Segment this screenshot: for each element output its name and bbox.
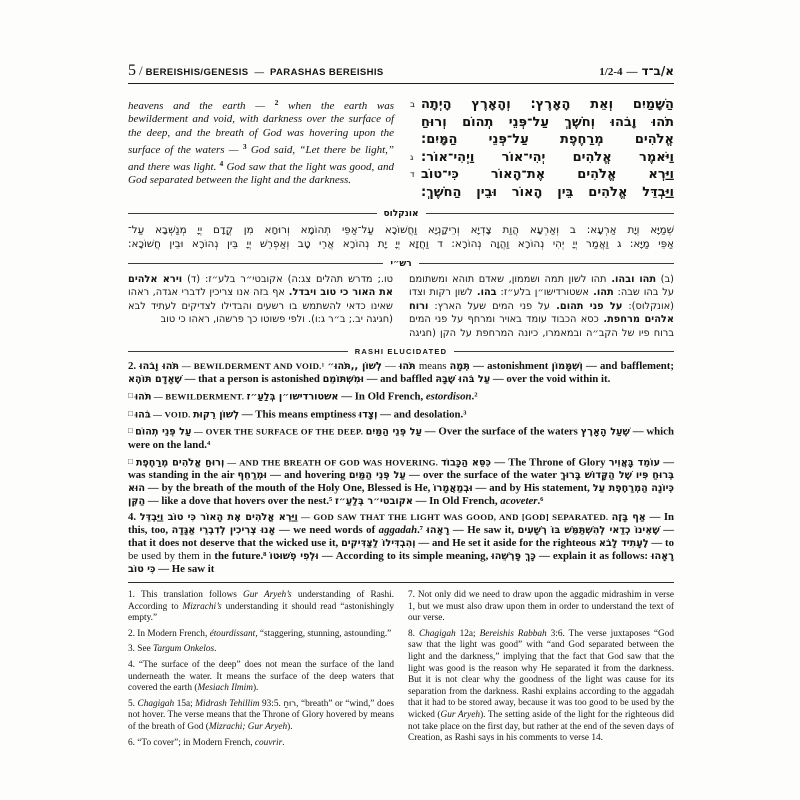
verse-line: [410, 184, 674, 202]
elucidated-paragraph: 4. וַיַּרְא אֱלֹהִים אֶת הָאוֹר כִּי טוֹב וַיַּבְדֵּל — GOD SAW THAT THE LIGHT WAS GOOD, AND [GOD] SEPARATED. אַף בָּזֶה — In this, too, אָנוּ צְרִיכִין לְדִבְרֵי אַגָּדָה — we need words of aggadah.⁷ רָאָהוּ — He saw it, שֶׁאֵינוֹ כְדַאי לְהִשְׁתַּמֵּשׁ בּוֹ רְשָׁעִים — that it does not deserve that the wicked use it, וְהִבְדִּילוֹ לַצַּדִּיקִים — and He set it aside for the righteous לֶעָתִיד לָבֹא — to be used by them in the future.⁸ וּלְפִי פְשׁוּטוֹ — According to its simple meaning, כָּךְ פָּרְשֵׁהוּ — explain it as follows: רָאָהוּ כִּי טוֹב — He saw it: [128, 511, 675, 576]
verse-section: [128, 96, 674, 202]
verse-text: הַשָּׁמַיִם וְאֵת הָאָרֶץ: וְהָאָרֶץ הָיְתָה: [421, 97, 674, 112]
verse-letter-marker: ד: [410, 170, 415, 181]
elucidated-paragraph: 2. תֹּהוּ וָבֹהוּ — BEWILDERMENT AND VOID.¹ לְשׁוֹן ,,תֹּהוּ״ — תֹּהוּ means תְּמָה — astonishment וְשִׁמָּמוֹן — and bafflement; שֶׁאָדָם תּוֹהֶא — that a person is astonished וּמִשְׁתּוֹמֵם — and baffled עַל בֹּהוּ שֶׁבָּהּ — over the void within it.: [128, 360, 674, 386]
onkelos-line: שְׁמַיָּא וְיָת אַרְעָא: ב וְאַרְעָא הֲוַת צָדְיָא וְרֵיקָנְיָא וַחֲשׁוֹכָא עַל־אַפֵּי תְהוֹמָא וְרוּחָא מִן קֳדָם יְיָ מְנַשְּׁבָא עַל־: [128, 223, 674, 236]
header-rule: [128, 83, 674, 84]
verse-ref-he: א/ב־ד: [641, 64, 674, 78]
verse-text: וַיַּרְא אֱלֹהִים אֶת־הָאוֹר כִּי־טוֹב: [421, 167, 674, 183]
header-dash: —: [254, 68, 265, 78]
page-number: 5: [128, 62, 136, 79]
verse-line: [410, 131, 674, 149]
footnote: 7. Not only did we need to draw upon the aggadic midrashim in verse 1, but we must also draw upon them in order to understand the text of our verse.: [408, 590, 674, 624]
verse-text: וַיַּבְדֵּל אֱלֹהִים בֵּין הָאוֹר וּבֵין הַחֹשֶׁךְ:: [421, 184, 674, 200]
verse-letter-marker: ב: [410, 100, 415, 110]
onkelos-line: אַפֵּי מַיָּא: ג וַאֲמַר יְיָ יְהִי נְהוֹרָא וַהֲוָה נְהוֹרָא: ד וַחֲזָא יְיָ יָת נְהוֹרָא אֲרֵי טָב וְאַפְרֵשׁ יְיָ בֵּין נְהוֹרָא וּבֵין חֲשׁוֹכָא:: [128, 238, 674, 251]
footnote: 2. In Modern French, étourdissant, “staggering, stunning, astounding.”: [128, 628, 392, 639]
verse-text: תֹהוּ וָבֹהוּ וְחֹשֶׁךְ עַל־פְּנֵי תְהוֹם וְרוּחַ: [421, 114, 674, 130]
hebrew-verses: [410, 96, 674, 202]
verse-line: [410, 114, 674, 132]
verse-ref-en: 1/2-4: [599, 66, 623, 78]
footnote: 8. Chagigah 12a; Bereishis Rabbah 3:6. The verse juxtaposes “God saw that the light was good” with “and God separated between the light and the darkness,” implying that the fact that God saw that the light was good is the reason why He separated it from the darkness. But it is not clear why the goodness of the light was cause for its separation from the darkness. Rashi explains according to the aggadah that it had to be stored away, because it was too good to be used by the wicked (Gur Aryeh). The setting aside of the light for the righteous did not take place on the first day, but rather at the end of the seven days of Creation, as Rashi says in his comments to verse 14.: [408, 628, 674, 744]
elucidated-paragraph: □ בֹּהוּ — VOID. לְשׁוֹן רֵקוּת — This means emptiness וְצָדוּ — and desolation.³: [128, 408, 467, 421]
verse-line: [410, 149, 674, 167]
rashi-label: רש״י: [390, 258, 412, 269]
elucidated-paragraph: □ עַל פְּנֵי תְהוֹם — OVER THE SURFACE OF THE DEEP. עַל פְּנֵי הַמַּיִם — Over the surface of the waters שֶׁעַל הָאָרֶץ — which were on the land.⁴: [128, 425, 674, 451]
footnote: 3. See Targum Onkelos.: [128, 644, 217, 655]
footnotes-column-right: [408, 590, 674, 753]
rashi-elucidated-divider: [128, 347, 674, 356]
parashah-title: PARASHAS BEREISHIS: [270, 67, 384, 78]
onkelos-label: אונקלוס: [383, 208, 419, 219]
elucidated-paragraph: □ תֹּהוּ — BEWILDERMENT. אשטורדישו״ן בְּלַעַ״ז — In Old French, estordison.²: [128, 390, 478, 403]
english-translation: heavens and the earth — $^2$ when the earth was bewilderment and void, with darkness over the surface of the deep, and the breath of God was hovering upon the surface of the waters — $^3$ God said, “Let there be light,” and there was light. $^4$ God saw that the light was good, and God separated between the light and the darkness.: [128, 98, 395, 187]
page-header: [128, 62, 674, 80]
footnotes-section: [128, 590, 674, 753]
footnote: 4. “The surface of the deep” does not mean the surface of the land underneath the water. It means the surface of the deep waters that covered the earth (Mesiach Ilmim).: [128, 660, 394, 694]
page-content: [128, 62, 674, 753]
verse-ref-dash: —: [626, 66, 638, 78]
verse-letter-marker: [410, 184, 421, 202]
rashi-divider: [128, 259, 674, 269]
verse-text: וַיֹּאמֶר אֱלֹהִים יְהִי־אוֹר וַיְהִי־אוֹר:: [421, 149, 674, 165]
footnotes-column-left: [128, 590, 394, 753]
verse-letter-marker: [410, 114, 421, 132]
elucidated-paragraph: □ וְרוּחַ אֱלֹהִים מְרַחֶפֶת — AND THE BREATH OF GOD WAS HOVERING. כִּסֵּא הַכָּבוֹד — The Throne of Glory עוֹמֵד בָּאֲוִיר — was standing in the air וּמְרַחֵף — and hovering עַל פְּנֵי הַמַּיִם — over the surface of the water בְּרוּחַ פִּיו שֶׁל הַקָּדוֹשׁ בָּרוּךְ הוּא — by the breath of the mouth of the Holy One, Blessed is He, וּבְמַאֲמָרוֹ — and by His statement, כְּיוֹנָה הַמְרַחֶפֶת עַל הַקֵּן — like a dove that hovers over the nest.⁵ אקובטי״ר בְּלַעַ״ז — In Old French, acoveter.⁶: [128, 456, 675, 508]
verse-letter-marker: [410, 131, 421, 149]
verse-text: אֱלֹהִים מְרַחֶפֶת עַל־פְּנֵי הַמָּיִם:: [421, 132, 674, 148]
verse-letter-marker: ג: [410, 152, 414, 163]
footnote: 6. “To cover”; in Modern French, couvrir.: [128, 737, 285, 748]
footnote: 1. This translation follows Gur Aryeh’s understanding of Rashi. According to Mizrachi’s understanding it should read “astonishingly empty.”: [128, 590, 395, 624]
rashi-hebrew-text: (ב) תהו ובהו. תהו לשון תמה ושממון, שאדם תוהא ומשתומם על בהו שבה: תהו. אשטורדישו״ן בלע״ז: בהו. לשון רקות וצדו (אונקלוס): על פני תהום. על פני המים שעל הארץ: ורוח אלהים מרחפת. כסא הכבוד עומד באויר ומרחף על פני המים ברוח פיו של הקב״ה ובמאמרו, כיונה המרחפת על הקן (חגיגה טו.; מדרש תהלים צג:ה) אקובטי״ר בלע״ז: (ד) וירא אלהים את האור כי טוב ויבדל. אף בזה אנו צריכין לדברי אגדה, ראהו שאינו כדאי להשתמש בו רשעים והבדילו לצדיקים לעתיד לבא (חגיגה יב.; ב״ר ג:ו). ולפי פשוטו כך פרשהו, ראהו כי טוב: [128, 273, 674, 339]
book-title: BEREISHIS/GENESIS: [145, 67, 249, 78]
onkelos-text: [128, 223, 674, 252]
rashi-elucidated-section: [128, 360, 674, 576]
header-left: [128, 62, 384, 80]
rashi-elucidated-label: RASHI ELUCIDATED: [354, 347, 448, 357]
verse-line: [410, 96, 674, 114]
page-number-slash: /: [139, 63, 143, 78]
header-verse-ref: [599, 62, 674, 80]
verse-line: [410, 166, 674, 184]
footnote: 5. Chagigah 15a; Midrash Tehillim 93:5. רוּחַ, “breath” or “wind,” does not hover. The verse means that the Throne of Glory hovered by means of the breath of God (Mizrachi; Gur Aryeh).: [128, 698, 394, 732]
onkelos-divider: [128, 209, 674, 219]
footnotes-rule: [128, 582, 674, 583]
